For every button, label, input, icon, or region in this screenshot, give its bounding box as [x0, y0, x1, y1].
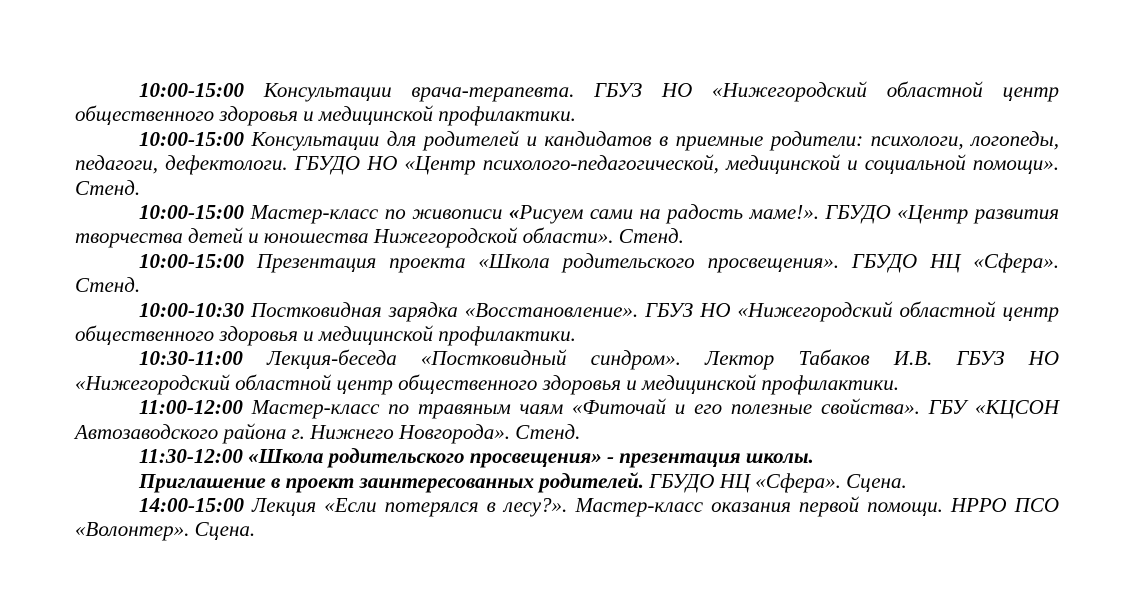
event-text: Лекция-беседа «Постковидный синдром». Лектор Табаков И.В. ГБУЗ НО «Нижегородский областной центр общественного здоровья и медицинской профилактики. [75, 346, 1059, 395]
schedule-paragraph [75, 298, 1059, 347]
event-text: Постковидная зарядка «Восстановление». ГБУЗ НО «Нижегородский областной центр общественного здоровья и медицинской профилактики. [75, 297, 1059, 347]
schedule-paragraph [75, 127, 1059, 200]
event-time-emphasis: 10:00-15:00 [139, 200, 244, 225]
event-time-emphasis: 10:00-15:00 [139, 78, 244, 102]
event-text: Консультации врача-терапевта. ГБУЗ НО «Нижегородский областной центр общественного здоровья и медицинской профилактики. [75, 78, 1059, 127]
schedule-paragraph [75, 346, 1059, 395]
event-time-emphasis: 10:30-11:00 [139, 346, 243, 371]
event-text: ГБУДО НЦ «Сфера». Сцена. [643, 468, 907, 493]
schedule-paragraph [75, 444, 1059, 468]
event-time-emphasis: 10:00-15:00 [139, 126, 244, 151]
event-time-emphasis: Приглашение в проект заинтересованных родителей. [139, 468, 644, 493]
event-text: Рисуем сами на радость маме!». ГБУДО «Центр развития творчества детей и юношества Нижегородской области». Стенд. [75, 200, 1059, 249]
event-time-emphasis: 10:00-15:00 [139, 248, 244, 273]
event-time-emphasis: 14:00-15:00 [139, 492, 244, 517]
event-time-emphasis: 11:30-12:00 «Школа родительского просвещения» - презентация школы. [139, 444, 814, 469]
schedule-paragraph [75, 493, 1059, 542]
schedule-paragraph [75, 395, 1059, 444]
schedule-paragraph [75, 200, 1059, 249]
event-text: Мастер-класс по травяным чаям «Фиточай и его полезные свойства». ГБУ «КЦСОН Автозаводского района г. Нижнего Новгорода». Стенд. [75, 395, 1059, 444]
event-time-emphasis: 11:00-12:00 [139, 395, 243, 420]
event-time-emphasis: « [508, 200, 520, 225]
schedule-paragraph [75, 469, 1059, 493]
event-time-emphasis: 10:00-10:30 [139, 297, 244, 322]
event-text: Лекция «Если потерялся в лесу?». Мастер-класс оказания первой помощи. НРРО ПСО «Волонтер». Сцена. [75, 492, 1059, 542]
schedule-paragraph [75, 249, 1059, 298]
schedule [75, 78, 1059, 542]
event-text: Презентация проекта «Школа родительского просвещения». ГБУДО НЦ «Сфера». Стенд. [75, 248, 1059, 298]
event-text: Мастер-класс по живописи [243, 200, 509, 225]
schedule-paragraph [75, 78, 1059, 127]
event-text: Консультации для родителей и кандидатов в приемные родители: психологи, логопеды, педагоги, дефектологи. ГБУДО НО «Центр психолого-педагогической, медицинской и социальной помощи». Стенд. [75, 126, 1059, 200]
